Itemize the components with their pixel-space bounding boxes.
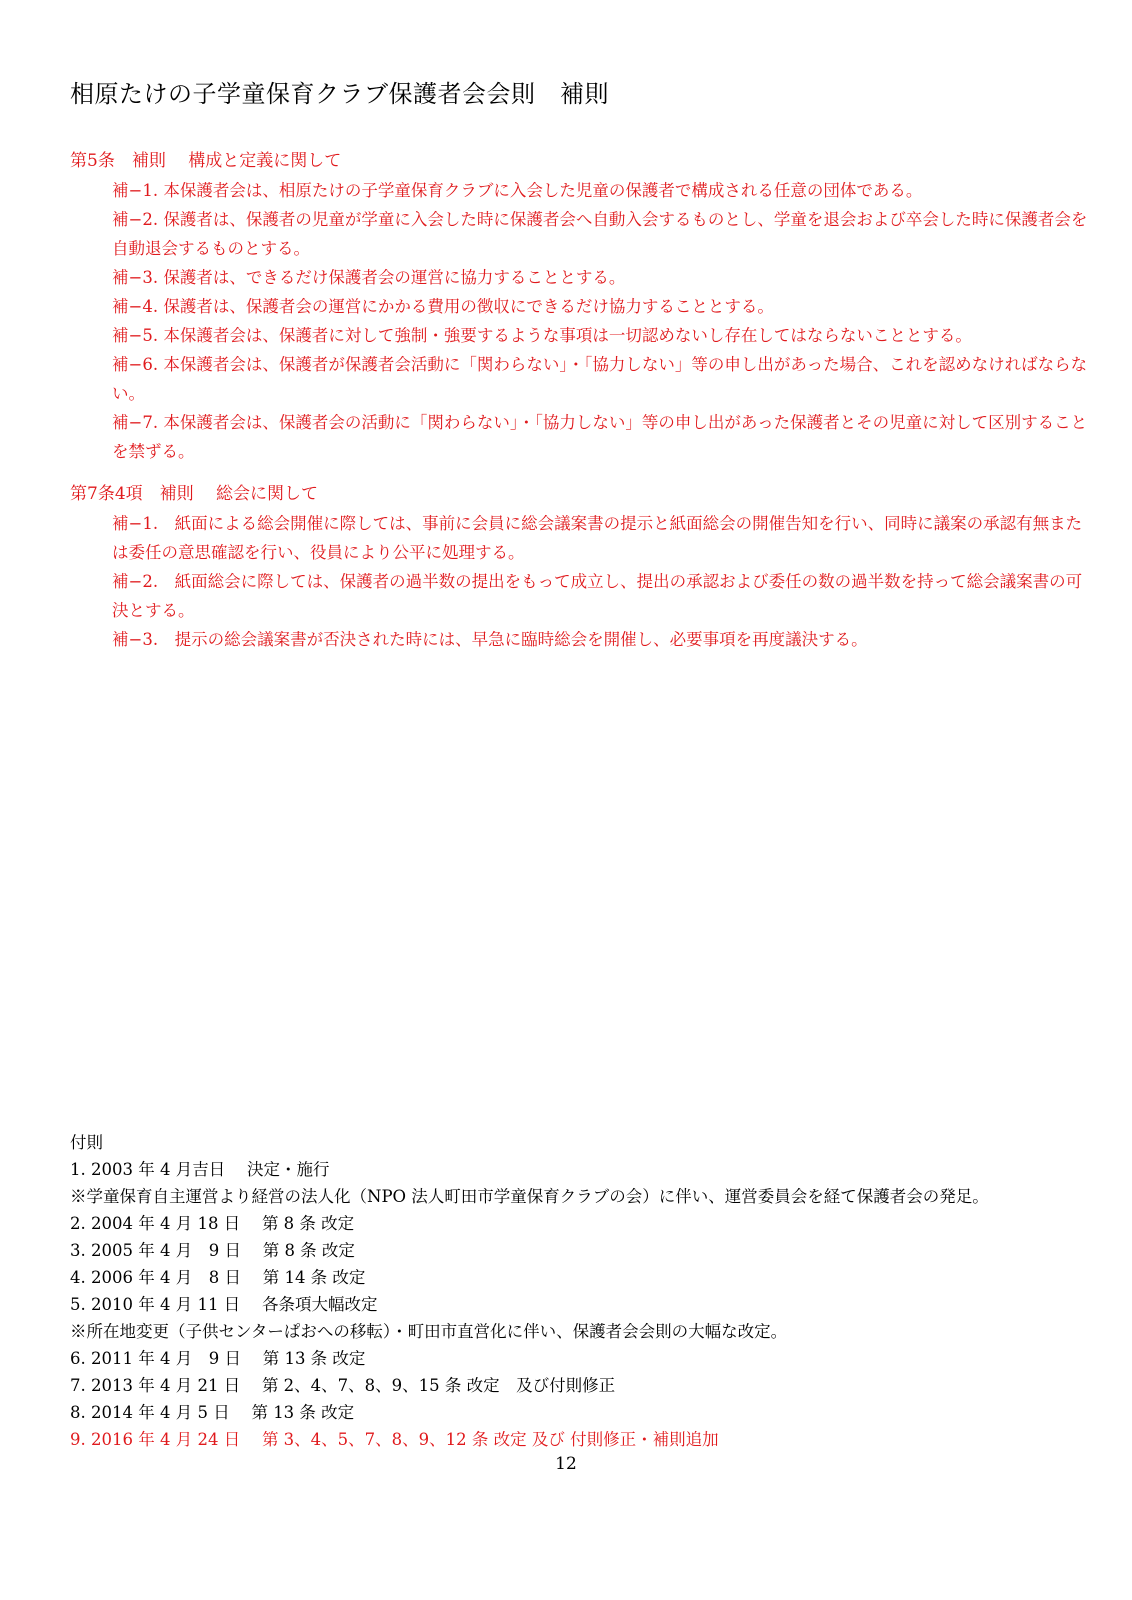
clause-item: 補−1. 紙面による総会開催に際しては、事前に会員に総会議案書の提示と紙面総会の開催告知を行い、同時に議案の承認有無または委任の意思確認を行い、役員により公平に処理する。 (112, 514, 1083, 562)
appendix (70, 1129, 1090, 1453)
history-entry: 1. 2003 年 4 月吉日 決定・施行 (70, 1160, 330, 1179)
history-note: ※学童保育自主運営より経営の法人化（NPO 法人町田市学童保育クラブの会）に伴い、運営委員会を経て保護者会の発足。 (70, 1187, 989, 1206)
history-entry: 8. 2014 年 4 月 5 日 第 13 条 改定 (70, 1403, 355, 1422)
history-entry: 2. 2004 年 4 月 18 日 第 8 条 改定 (70, 1214, 355, 1233)
clause-item: 補−2. 保護者は、保護者の児童が学童に入会した時に保護者会へ自動入会するものとし、学童を退会および卒会した時に保護者会を自動退会するものとする。 (112, 210, 1088, 258)
history-entry: 6. 2011 年 4 月 9 日 第 13 条 改定 (70, 1349, 366, 1368)
page-number: 12 (555, 1454, 577, 1474)
section-article-5 (70, 147, 1090, 466)
section-heading: 第5条 補則 構成と定義に関して (70, 151, 342, 171)
history-entry: 7. 2013 年 4 月 21 日 第 2、4、7、8、9、15 条 改定 及び付則修正 (70, 1376, 616, 1395)
clause-item: 補−1. 本保護者会は、相原たけの子学童保育クラブに入会した児童の保護者で構成される任意の団体である。 (112, 181, 923, 200)
history-note: ※所在地変更（子供センターぱおへの移転）・町田市直営化に伴い、保護者会会則の大幅な改定。 (70, 1322, 788, 1341)
section-heading: 第7条4項 補則 総会に関して (70, 484, 319, 504)
document-title: 相原たけの子学童保育クラブ保護者会会則 補則 (70, 80, 609, 108)
clause-item: 補−7. 本保護者会は、保護者会の活動に「関わらない」・「協力しない」等の申し出があった保護者とその児童に対して区別することを禁ずる。 (112, 413, 1088, 461)
clause-list (70, 509, 1090, 654)
clause-item: 補−4. 保護者は、保護者会の運営にかかる費用の徴収にできるだけ協力することとする。 (112, 297, 774, 316)
clause-item: 補−3. 保護者は、できるだけ保護者会の運営に協力することとする。 (112, 268, 626, 287)
history-entry: 5. 2010 年 4 月 11 日 各条項大幅改定 (70, 1295, 378, 1314)
history-entry: 3. 2005 年 4 月 9 日 第 8 条 改定 (70, 1241, 355, 1260)
appendix-title: 付則 (70, 1133, 103, 1152)
clause-item: 補−5. 本保護者会は、保護者に対して強制・強要するような事項は一切認めないし存在してはならないこととする。 (112, 326, 972, 345)
clause-item: 補−2. 紙面総会に際しては、保護者の過半数の提出をもって成立し、提出の承認および委任の数の過半数を持って総会議案書の可決とする。 (112, 572, 1083, 620)
clause-item: 補−6. 本保護者会は、保護者が保護者会活動に「関わらない」・「協力しない」等の申し出があった場合、これを認めなければならない。 (112, 355, 1088, 403)
clause-item: 補−3. 提示の総会議案書が否決された時には、早急に臨時総会を開催し、必要事項を再度議決する。 (112, 630, 868, 649)
section-article-7-4 (70, 480, 1090, 654)
history-entry: 4. 2006 年 4 月 8 日 第 14 条 改定 (70, 1268, 366, 1287)
history-entry-latest: 9. 2016 年 4 月 24 日 第 3、4、5、7、8、9、12 条 改定 及び 付則修正・補則追加 (70, 1430, 719, 1449)
clause-list (70, 176, 1090, 466)
